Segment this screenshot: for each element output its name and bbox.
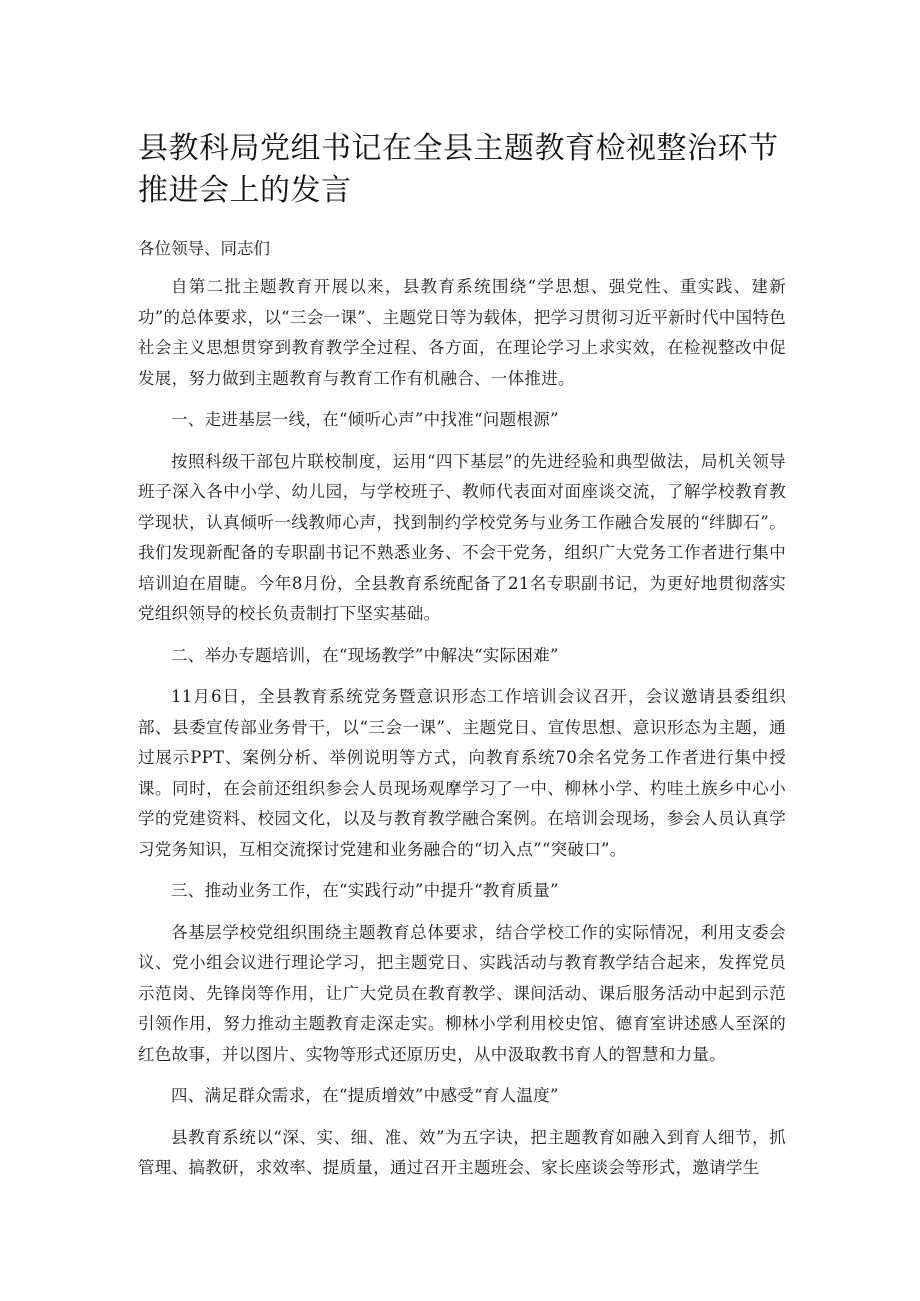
document-body: [138, 272, 786, 1195]
paragraph-section-1: 按照科级干部包片联校制度，运用“四下基层”的先进经验和典型做法，局机关领导班子深入各中小学、幼儿园，与学校班子、教师代表面对面座谈交流，了解学校教育教学现状，认真倾听一线教师心声，找到制约学校党务与业务工作融合发展的“绊脚石”。我们发现新配备的专职副书记不熟悉业务、不会干党务，组织广大党务工作者进行集中培训迫在眉睫。今年8月份，全县教育系统配备了21名专职副书记，为更好地贯彻落实党组织领导的校长负责制打下坚实基础。: [138, 451, 786, 623]
paragraph-section-3: 各基层学校党组织围绕主题教育总体要求，结合学校工作的实际情况，利用支委会议、党小组会议进行理论学习，把主题党日、实践活动与教育教学结合起来，发挥党员示范岗、先锋岗等作用，让广大党员在教育教学、课间活动、课后服务活动中起到示范引领作用，努力推动主题教育走深走实。柳林小学利用校史馆、德育室讲述感人至深的红色故事，并以图片、实物等形式还原历史，从中汲取教书育人的智慧和力量。: [138, 922, 786, 1064]
paragraph-intro: 自第二批主题教育开展以来，县教育系统围绕“学思想、强党性、重实践、建新功”的总体要求，以“三会一课”、主题党日等为载体，把学习贯彻习近平新时代中国特色社会主义思想贯穿到教育教学全过程、各方面，在理论学习上求实效，在检视整改中促发展，努力做到主题教育与教育工作有机融合、一体推进。: [138, 277, 786, 388]
section-heading-1: 一、走进基层一线，在“倾听心声”中找准“问题根源”: [171, 410, 559, 429]
salutation: 各位领导、同志们: [138, 239, 270, 258]
paragraph-section-2: 11月6日，全县教育系统党务暨意识形态工作培训会议召开，会议邀请县委组织部、县委宣传部业务骨干，以“三会一课”、主题党日、宣传思想、意识形态为主题，通过展示PPT、案例分析、举例说明等方式，向教育系统70余名党务工作者进行集中授课。同时，在会前还组织参会人员现场观摩学习了一中、柳林小学、杓哇土族乡中心小学的党建资料、校园文化，以及与教育教学融合案例。在培训会现场，参会人员认真学习党务知识，互相交流探讨党建和业务融合的“切入点”“突破口”。: [138, 687, 786, 859]
section-heading-4: 四、满足群众需求，在“提质增效”中感受“育人温度”: [171, 1086, 559, 1105]
paragraph-section-4: 县教育系统以“深、实、细、准、效”为五字诀，把主题教育如融入到育人细节，抓管理、搞教研，求效率、提质量，通过召开主题班会、家长座谈会等形式，邀请学生: [138, 1127, 786, 1177]
document-title: 县教科局党组书记在全县主题教育检视整治环节推进会上的发言: [138, 131, 779, 208]
section-heading-3: 三、推动业务工作，在“实践行动”中提升“教育质量”: [171, 881, 559, 900]
section-heading-2: 二、举办专题培训，在“现场教学”中解决“实际困难”: [171, 645, 559, 665]
